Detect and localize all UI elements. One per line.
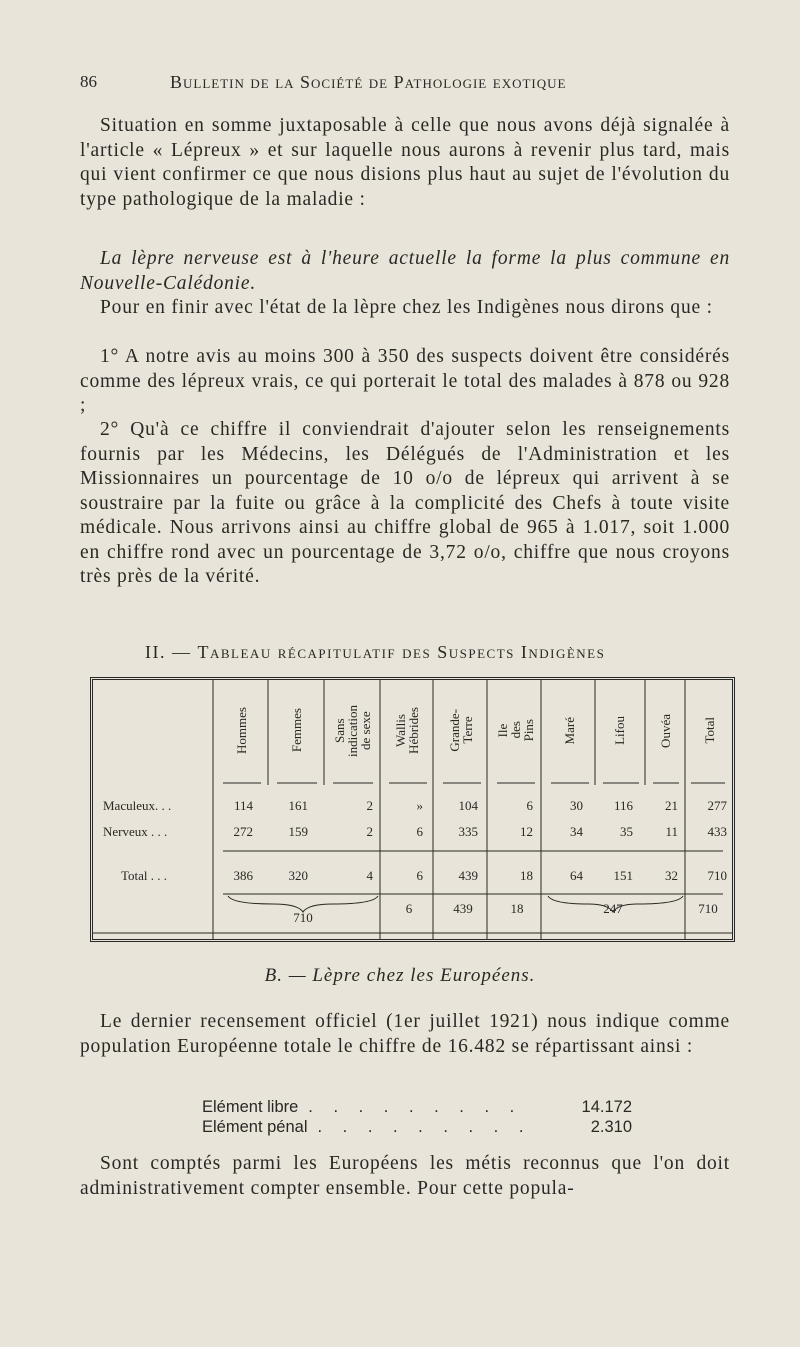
subtotal-total: 710 xyxy=(698,901,718,916)
table-cell: 18 xyxy=(520,868,533,883)
row-label-maculeux: Maculeux. . . xyxy=(103,798,172,813)
table-cell: 11 xyxy=(665,824,678,839)
section-dash: — xyxy=(172,642,192,662)
subtotal-grande-terre: 439 xyxy=(453,901,473,916)
list-label: Elément libre xyxy=(202,1098,299,1116)
table-cell: 12 xyxy=(520,824,533,839)
col-mare: Maré xyxy=(561,716,577,745)
table-cell: » xyxy=(416,798,423,813)
col-ouvea: Ouvéa xyxy=(657,713,673,748)
table-cell: 34 xyxy=(570,824,583,839)
table-cell: 35 xyxy=(620,824,633,839)
table-cell: 30 xyxy=(570,798,583,813)
list-value: 2.310 xyxy=(590,1118,632,1136)
table-cell: 6 xyxy=(416,868,423,883)
table-cell: 710 xyxy=(707,868,727,883)
table-cell: 64 xyxy=(570,868,583,883)
list-item: Elément libre . . . . . . . . . 14.172 xyxy=(202,1098,632,1116)
table-cell: 272 xyxy=(233,824,253,839)
table-cell: 277 xyxy=(707,798,727,813)
paragraph-point-1: 1° A notre avis au moins 300 à 350 des suspects doivent être considérés comme des lépreux vrais, ce qui porterait le total des malades à 878 ou 928 ; xyxy=(80,346,730,416)
list-label: Elément pénal xyxy=(202,1118,308,1136)
col-total: Total xyxy=(701,717,717,744)
col-sans-indication: Sans indication de sexe xyxy=(331,704,373,757)
list-value: 14.172 xyxy=(581,1098,632,1116)
paragraph-point-2: 2° Qu'à ce chiffre il conviendrait d'ajouter selon les renseignements fournis par les Médecins, les Délégués de l'Administration et les Missionnaires un pourcentage de 10 o/o de lépreux qui arrivent à se soustraire par la fuite ou grâce à la complicité des Chefs à toute visite médicale. Nous arrivons ainsi au chiffre global de 965 à 1.017, soit 1.000 en chiffre rond avec un pourcentage de 3,72 o/o, chiffre que nous croyons très près de la vérité. xyxy=(80,419,730,587)
subtotal-sexes: 710 xyxy=(293,910,313,925)
table-cell: 335 xyxy=(458,824,478,839)
table-cell: 2 xyxy=(366,824,373,839)
paragraph-recensement: Le dernier recensement officiel (1er juillet 1921) nous indique comme population Européenne totale le chiffre de 16.482 se répartissant ainsi : xyxy=(80,1011,730,1057)
running-header xyxy=(80,72,730,93)
section-title-text: Tableau récapitulatif des Suspects Indigènes xyxy=(197,642,606,662)
paragraph-situation: Situation en somme juxtaposable à celle que nous avons déjà signalée à l'article « Lépreux » et sur laquelle nous aurons à revenir plus tard, mais qui vient confirmer ce que nous disions plus haut au sujet de l'évolution du type pathologique de la maladie : xyxy=(80,115,730,210)
table-cell: 151 xyxy=(613,868,633,883)
row-label-nerveux: Nerveux . . . xyxy=(103,824,168,839)
journal-title: Bulletin de la Société de Pathologie exotique xyxy=(170,72,567,92)
col-wallis: Wallis Hébrides xyxy=(393,707,421,754)
table-cell: 433 xyxy=(707,824,727,839)
paragraph-metis: Sont comptés parmi les Européens les métis reconnus que l'on doit administrativement compter ensemble. Pour cette popula- xyxy=(80,1153,730,1199)
subtotal-wallis: 6 xyxy=(405,901,413,916)
table-cell: 439 xyxy=(458,868,478,883)
row-label-total: Total . . . xyxy=(121,868,168,883)
table-cell: 104 xyxy=(458,798,478,813)
table-cell: 159 xyxy=(288,824,308,839)
col-grande-terre: Grande- Terre xyxy=(447,709,475,752)
summary-table xyxy=(90,677,735,942)
subtotal-iles-loyaute: 247 xyxy=(603,901,623,916)
col-hommes: Hommes xyxy=(233,707,249,754)
table-cell: 4 xyxy=(366,868,373,883)
europeans-heading: B. — Lèpre chez les Européens. xyxy=(264,965,536,986)
section-number: II. xyxy=(145,642,166,662)
table-cell: 116 xyxy=(613,798,633,813)
table-cell: 114 xyxy=(233,798,253,813)
list-item: Elément pénal . . . . . . . . . 2.310 xyxy=(202,1118,632,1136)
col-femmes: Femmes xyxy=(288,708,304,753)
paragraph-pour-en-finir: Pour en finir avec l'état de la lèpre chez les Indigènes nous dirons que : xyxy=(100,297,713,318)
table-title xyxy=(145,642,605,663)
table-cell: 6 xyxy=(416,824,423,839)
col-lifou: Lifou xyxy=(611,716,627,745)
table-cell: 21 xyxy=(665,798,678,813)
table-cell: 2 xyxy=(366,798,373,813)
table-cell: 6 xyxy=(526,798,533,813)
col-ile-des-pins: Ile des Pins xyxy=(494,719,536,742)
table-cell: 320 xyxy=(288,868,308,883)
paragraph-lepre-nerveuse: La lèpre nerveuse est à l'heure actuelle la forme la plus commune en Nouvelle-Calédonie. xyxy=(80,248,730,294)
table-cell: 161 xyxy=(288,798,308,813)
page-number: 86 xyxy=(80,72,97,91)
subtotal-ile-des-pins: 18 xyxy=(510,901,524,916)
table-cell: 32 xyxy=(665,868,678,883)
table-cell: 386 xyxy=(233,868,253,883)
